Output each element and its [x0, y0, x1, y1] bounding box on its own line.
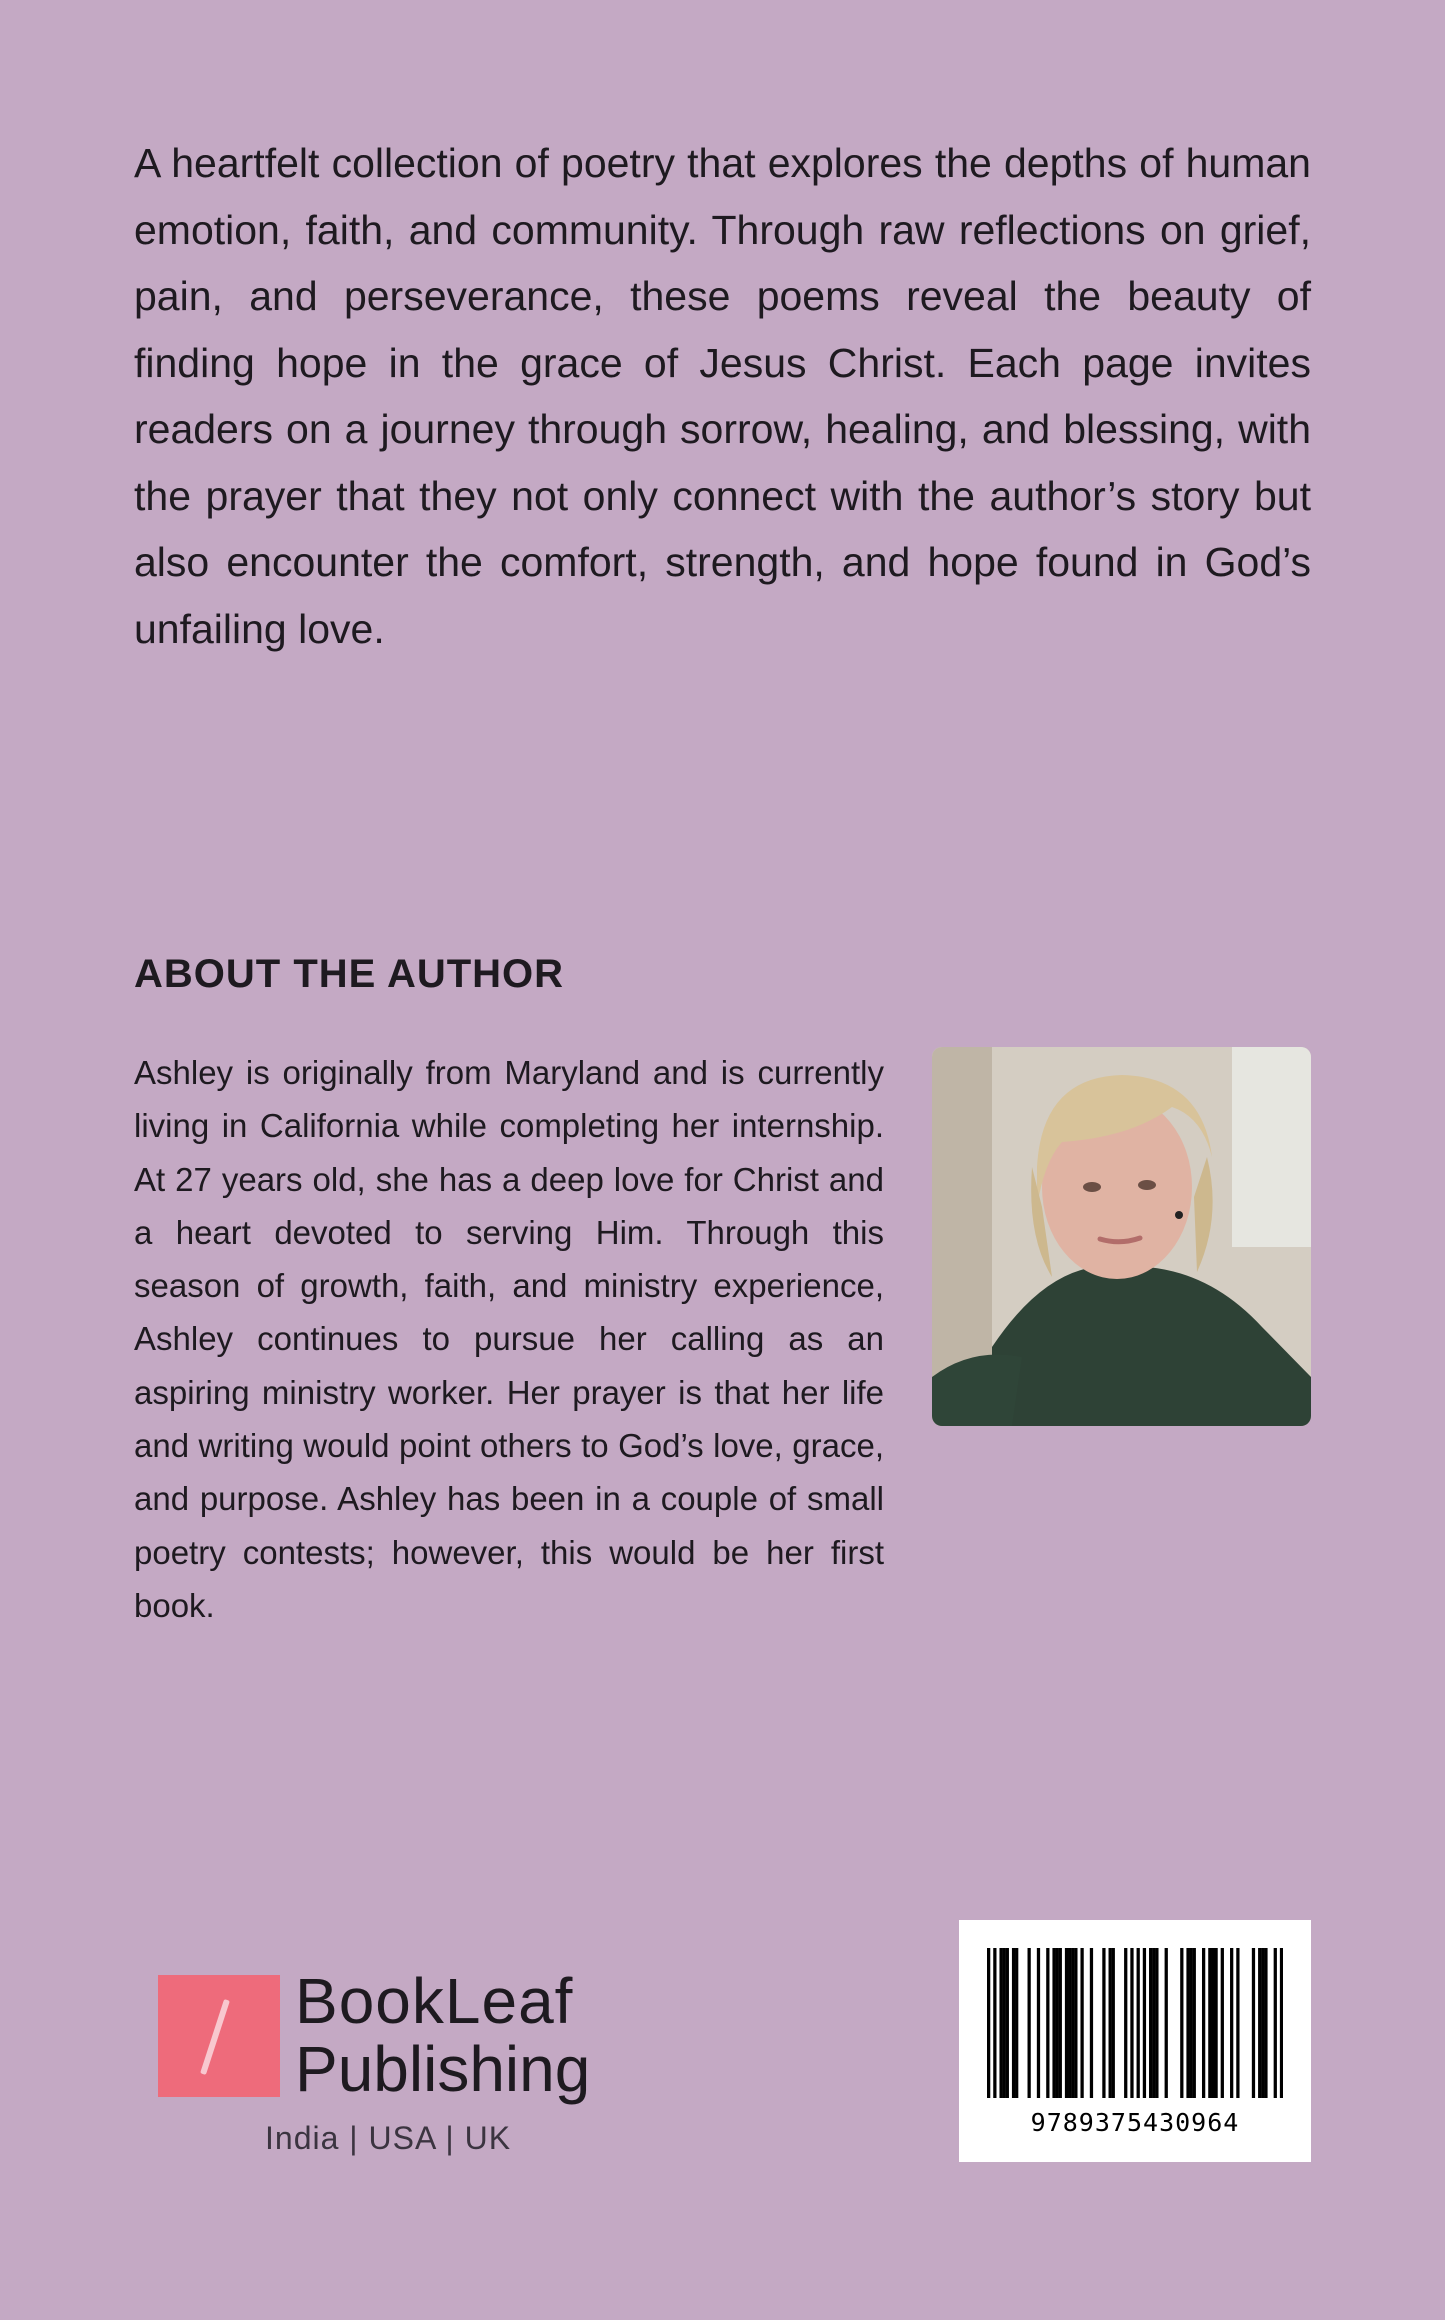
barcode-bar: [1274, 1948, 1277, 2098]
barcode-bar: [1190, 1948, 1193, 2098]
book-blurb: A heartfelt collection of poetry that explores the depths of human emotion, faith, and community. Through raw reflections on grief, pain, and perseverance, these poems reveal the beauty of finding hope in the grace of Jesus Christ. Each page invites readers on a journey through sorrow, healing, and blessing, with the prayer that they not only connect with the author’s story but also encounter the comfort, strength, and hope found in God’s unfailing love.: [134, 140, 1311, 652]
slash-icon: [200, 1999, 230, 2075]
barcode-bar: [1258, 1948, 1261, 2098]
barcode-bar: [1056, 1948, 1059, 2098]
publisher-logo-mark: [158, 1975, 280, 2097]
barcode-bar: [1149, 1948, 1152, 2098]
author-bio: Ashley is originally from Maryland and is currently living in California while completing her internship. At 27 years old, she has a deep love for Christ and a heart devoted to serving Him. Through this season of growth, faith, and ministry experience, Ashley continues to pursue her calling as an aspiring ministry worker. Her prayer is that her life and writing would point others to God’s love, grace, and purpose. Ashley has been in a couple of small poetry contests; however, this would be her first book.: [134, 1054, 884, 1624]
barcode-bar: [993, 1948, 996, 2098]
barcode-bar: [1046, 1948, 1049, 2098]
barcode-bar: [1074, 1948, 1077, 2098]
barcode-bar: [1280, 1948, 1283, 2098]
about-author-heading: ABOUT THE AUTHOR: [134, 952, 565, 996]
barcode-bar: [1230, 1948, 1233, 2098]
barcode-bar: [1193, 1948, 1196, 2098]
publisher-logo: [158, 1965, 618, 2170]
publisher-regions: India | USA | UK: [265, 2120, 512, 2156]
publisher-name-line2: Publishing: [295, 2033, 591, 2105]
barcode-bar: [1186, 1948, 1189, 2098]
publisher-name-line1: BookLeaf: [295, 1965, 574, 2037]
barcode-bar: [1052, 1948, 1055, 2098]
barcode-bar: [1208, 1948, 1211, 2098]
barcode-bar: [1261, 1948, 1264, 2098]
barcode-bar: [1214, 1948, 1217, 2098]
barcode-bar: [1015, 1948, 1018, 2098]
barcode-bar: [999, 1948, 1002, 2098]
barcode-bar: [1003, 1948, 1006, 2098]
barcode-bar: [1252, 1948, 1255, 2098]
isbn-number: 9789375430964: [1030, 2108, 1240, 2137]
barcode-bar: [1059, 1948, 1062, 2098]
barcode-bar: [1180, 1948, 1183, 2098]
barcode-bar: [1143, 1948, 1146, 2098]
barcode-bar: [1264, 1948, 1267, 2098]
barcode-bar: [1037, 1948, 1040, 2098]
barcode-bar: [1065, 1948, 1068, 2098]
barcode-bar: [1202, 1948, 1205, 2098]
barcode-bar: [1068, 1948, 1071, 2098]
barcode-bar: [1221, 1948, 1224, 2098]
barcode-bar: [1236, 1948, 1239, 2098]
barcode-bar: [1080, 1948, 1083, 2098]
barcode-bar: [1130, 1948, 1133, 2098]
barcode-bar: [1090, 1948, 1093, 2098]
barcode-bar: [1152, 1948, 1155, 2098]
barcode-bar: [1155, 1948, 1158, 2098]
barcode-bar: [1102, 1948, 1105, 2098]
barcode-bar: [987, 1948, 990, 2098]
barcode-bar: [1006, 1948, 1009, 2098]
barcode-bar: [1211, 1948, 1214, 2098]
barcode-bar: [1012, 1948, 1015, 2098]
barcode-bar: [1124, 1948, 1127, 2098]
barcode-bar: [1112, 1948, 1115, 2098]
barcode-bars: [987, 1948, 1283, 2098]
barcode-bar: [1165, 1948, 1168, 2098]
author-photo: [932, 1047, 1311, 1426]
barcode-bar: [1109, 1948, 1112, 2098]
barcode-bar: [1137, 1948, 1140, 2098]
barcode-bar: [1028, 1948, 1031, 2098]
isbn-barcode: [959, 1920, 1311, 2162]
barcode-bar: [1071, 1948, 1074, 2098]
